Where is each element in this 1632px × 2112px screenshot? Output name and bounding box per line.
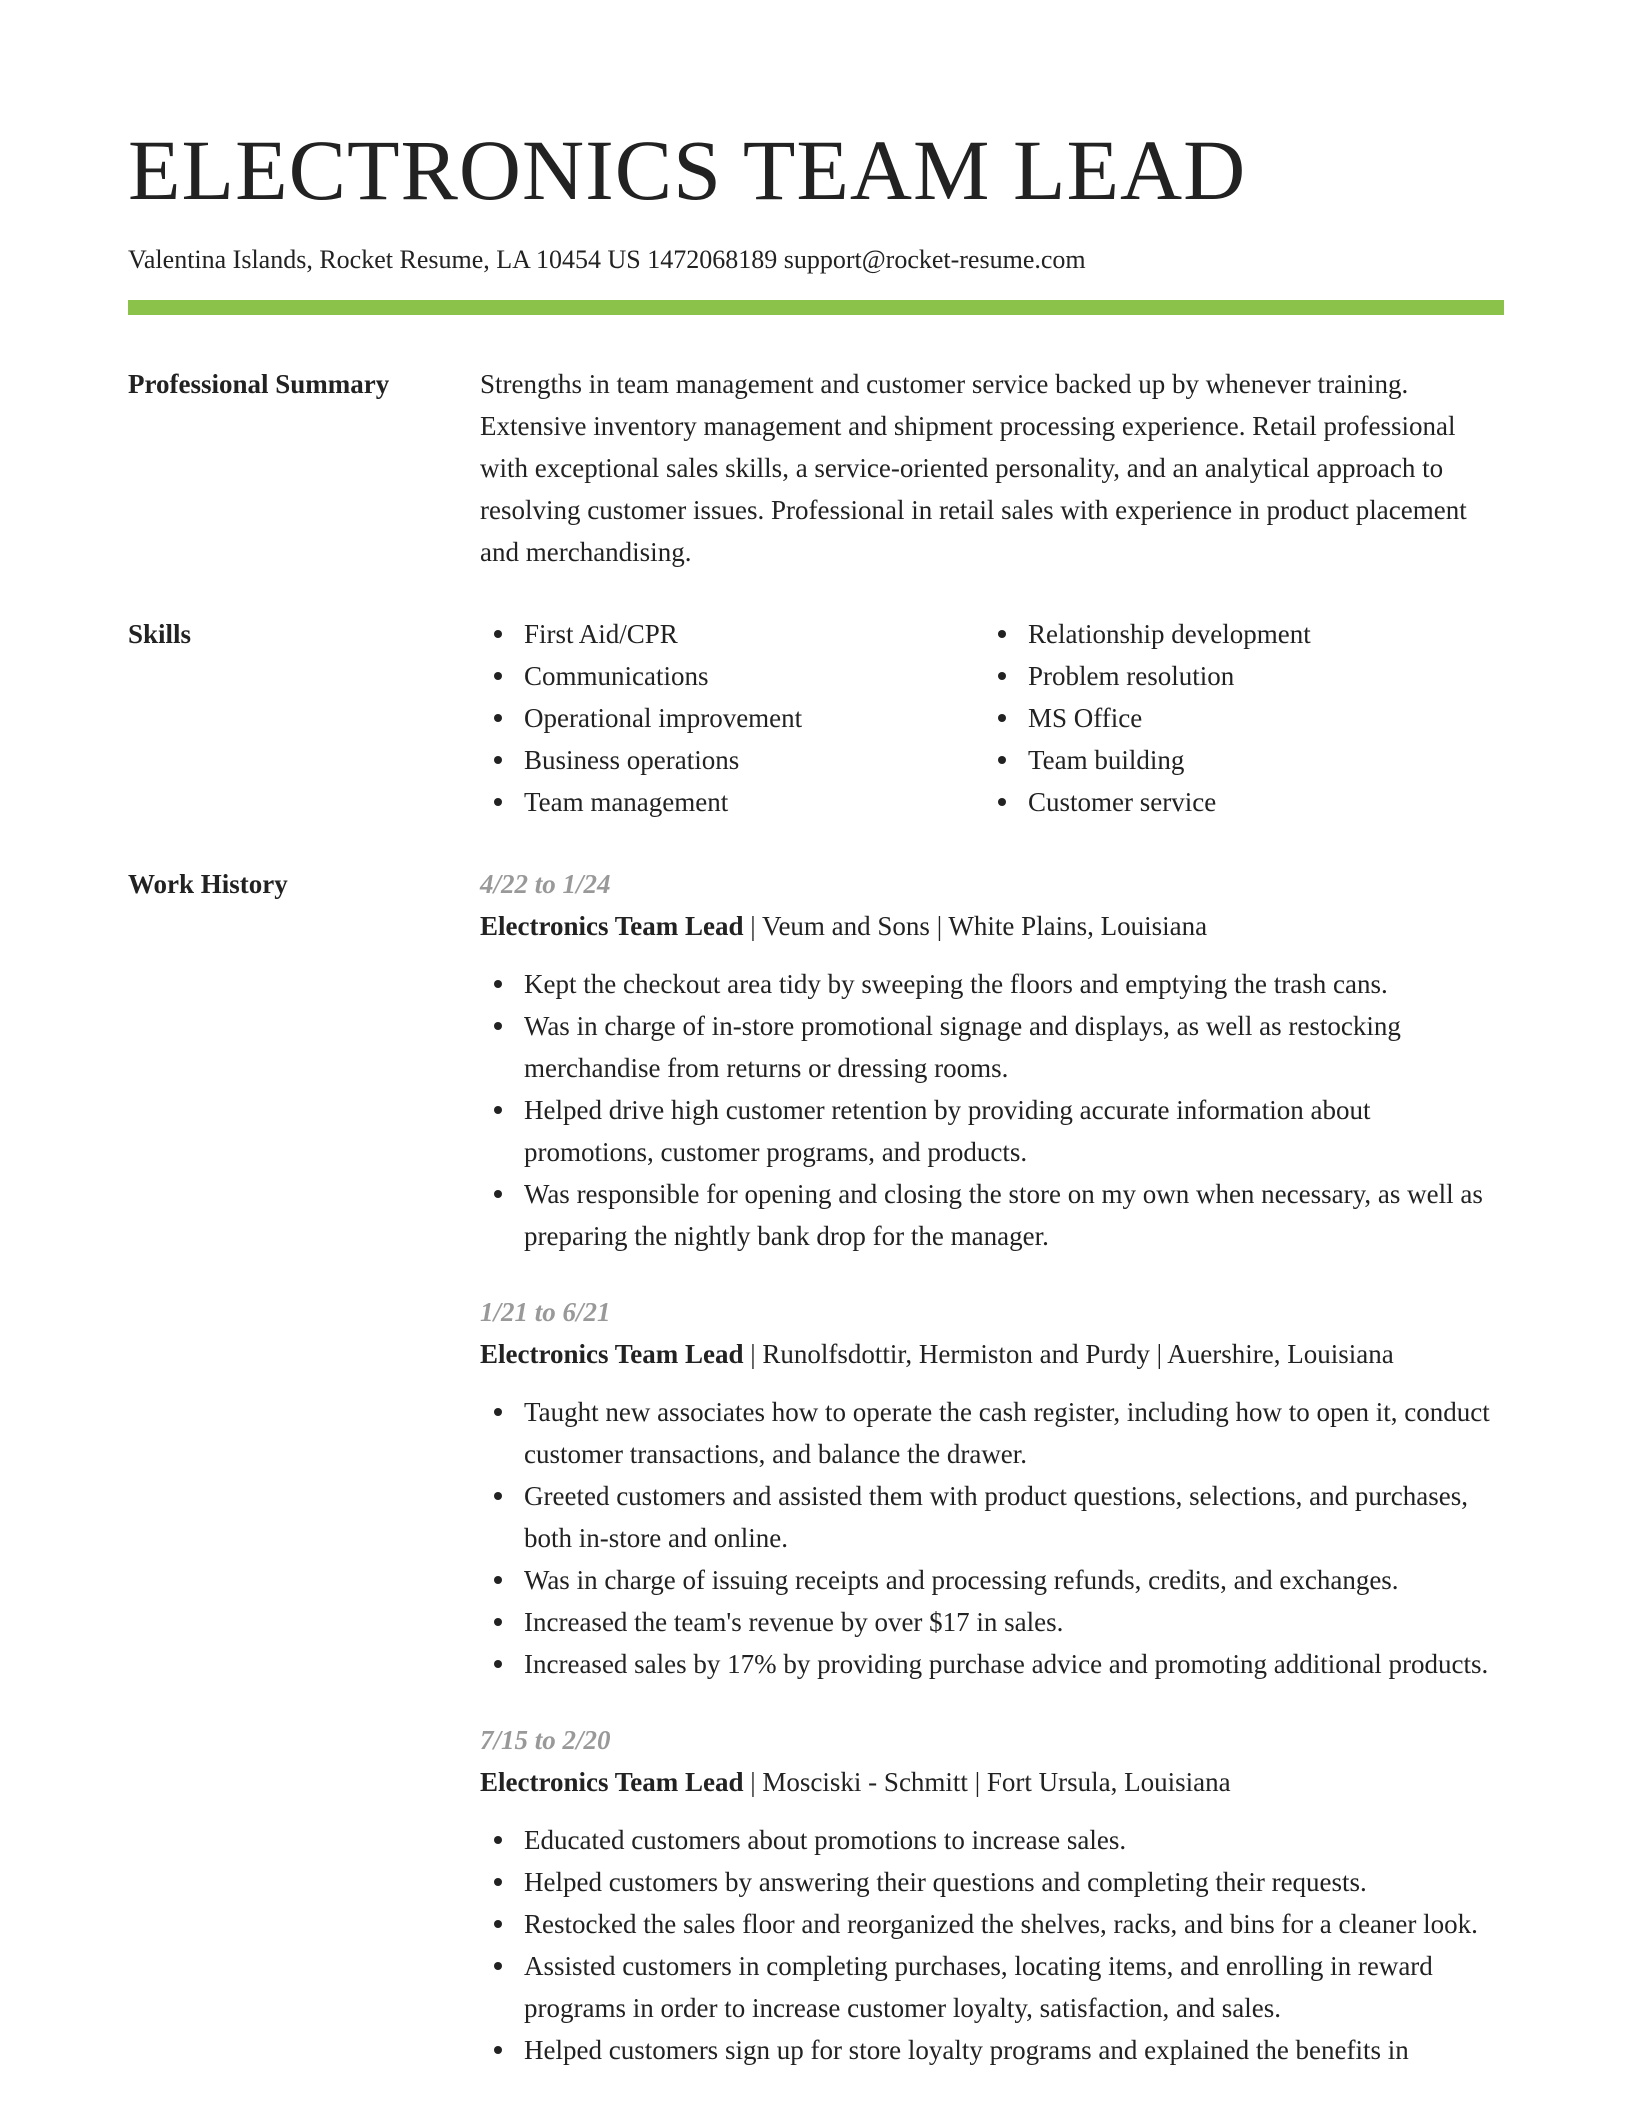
job-entry (480, 1291, 1504, 1685)
job-header (480, 1761, 1504, 1803)
job-duty: Was responsible for opening and closing the store on my own when necessary, as well as preparing the nightly bank drop for the manager. (480, 1173, 1504, 1257)
skill-item: Team building (984, 739, 1488, 781)
job-duty: Taught new associates how to operate the cash register, including how to open it, conduct customer transactions, and balance the drawer. (480, 1391, 1504, 1475)
job-location: Auershire, Louisiana (1167, 1339, 1394, 1369)
job-title: Electronics Team Lead (480, 1339, 744, 1369)
skill-item: Business operations (480, 739, 984, 781)
job-header (480, 905, 1504, 947)
skills-list-left (480, 613, 984, 823)
job-duty: Kept the checkout area tidy by sweeping the floors and emptying the trash cans. (480, 963, 1504, 1005)
job-header (480, 1333, 1504, 1375)
summary-label: Professional Summary (128, 369, 390, 399)
job-company: Veum and Sons (761, 911, 930, 941)
skill-item: Team management (480, 781, 984, 823)
job-duty: Increased the team's revenue by over $17 in sales. (480, 1601, 1504, 1643)
skill-item: Relationship development (984, 613, 1488, 655)
job-duty: Greeted customers and assisted them with product questions, selections, and purchases, both in-store and online. (480, 1475, 1504, 1559)
resume-page (128, 120, 1504, 2071)
job-title: Electronics Team Lead (480, 1767, 744, 1797)
skill-item: MS Office (984, 697, 1488, 739)
job-duty: Helped customers sign up for store loyalty programs and explained the benefits in (480, 2029, 1504, 2071)
job-separator: | (929, 911, 949, 941)
contact-info: Valentina Islands, Rocket Resume, LA 10454 US 1472068189 support@rocket-resume.com (128, 245, 1086, 274)
skills-label: Skills (128, 619, 192, 649)
skill-item: Operational improvement (480, 697, 984, 739)
job-separator: | (743, 911, 762, 941)
job-company: Runolfsdottir, Hermiston and Purdy (762, 1339, 1150, 1369)
summary-section (128, 363, 1504, 573)
job-company: Mosciski - Schmitt (762, 1767, 968, 1797)
header-divider (128, 300, 1504, 315)
job-separator: | (743, 1339, 763, 1369)
work-history-section (128, 863, 1504, 2071)
job-entry (480, 1719, 1504, 2071)
job-duty: Assisted customers in completing purchases, locating items, and enrolling in reward programs in order to increase customer loyalty, satisfaction, and sales. (480, 1945, 1504, 2029)
summary-text: Strengths in team management and customer service backed up by whenever training. Extensive inventory management and shipment processing experience. Retail professional with exceptional sales skills, a service-oriented personality, and an analytical approach to resolving customer issues. Professional in retail sales with experience in product placement and merchandising. (480, 369, 1467, 567)
job-title: Electronics Team Lead (480, 911, 744, 941)
job-duties-list (480, 1391, 1504, 1685)
skill-item: Problem resolution (984, 655, 1488, 697)
job-separator: | (743, 1767, 763, 1797)
job-duties-list (480, 963, 1504, 1257)
job-duty: Helped customers by answering their questions and completing their requests. (480, 1861, 1504, 1903)
job-dates: 1/21 to 6/21 (480, 1297, 611, 1327)
job-duty: Helped drive high customer retention by providing accurate information about promotions, customer programs, and products. (480, 1089, 1504, 1173)
job-duties-list (480, 1819, 1504, 2071)
job-location: Fort Ursula, Louisiana (986, 1767, 1231, 1797)
skill-item: Communications (480, 655, 984, 697)
page-title: ELECTRONICS TEAM LEAD (128, 122, 1247, 218)
job-dates: 4/22 to 1/24 (480, 869, 611, 899)
skills-list-right (984, 613, 1488, 823)
skill-item: First Aid/CPR (480, 613, 984, 655)
job-entry (480, 863, 1504, 1257)
job-dates: 7/15 to 2/20 (480, 1725, 611, 1755)
work-history-label: Work History (128, 869, 288, 899)
job-duty: Educated customers about promotions to increase sales. (480, 1819, 1504, 1861)
job-duty: Increased sales by 17% by providing purchase advice and promoting additional products. (480, 1643, 1504, 1685)
job-duty: Restocked the sales floor and reorganized the shelves, racks, and bins for a cleaner look. (480, 1903, 1504, 1945)
job-duty: Was in charge of issuing receipts and processing refunds, credits, and exchanges. (480, 1559, 1504, 1601)
job-separator: | (967, 1767, 987, 1797)
job-separator: | (1149, 1339, 1168, 1369)
skills-section (128, 613, 1504, 823)
job-location: White Plains, Louisiana (948, 911, 1208, 941)
skill-item: Customer service (984, 781, 1488, 823)
job-duty: Was in charge of in-store promotional signage and displays, as well as restocking merchandise from returns or dressing rooms. (480, 1005, 1504, 1089)
